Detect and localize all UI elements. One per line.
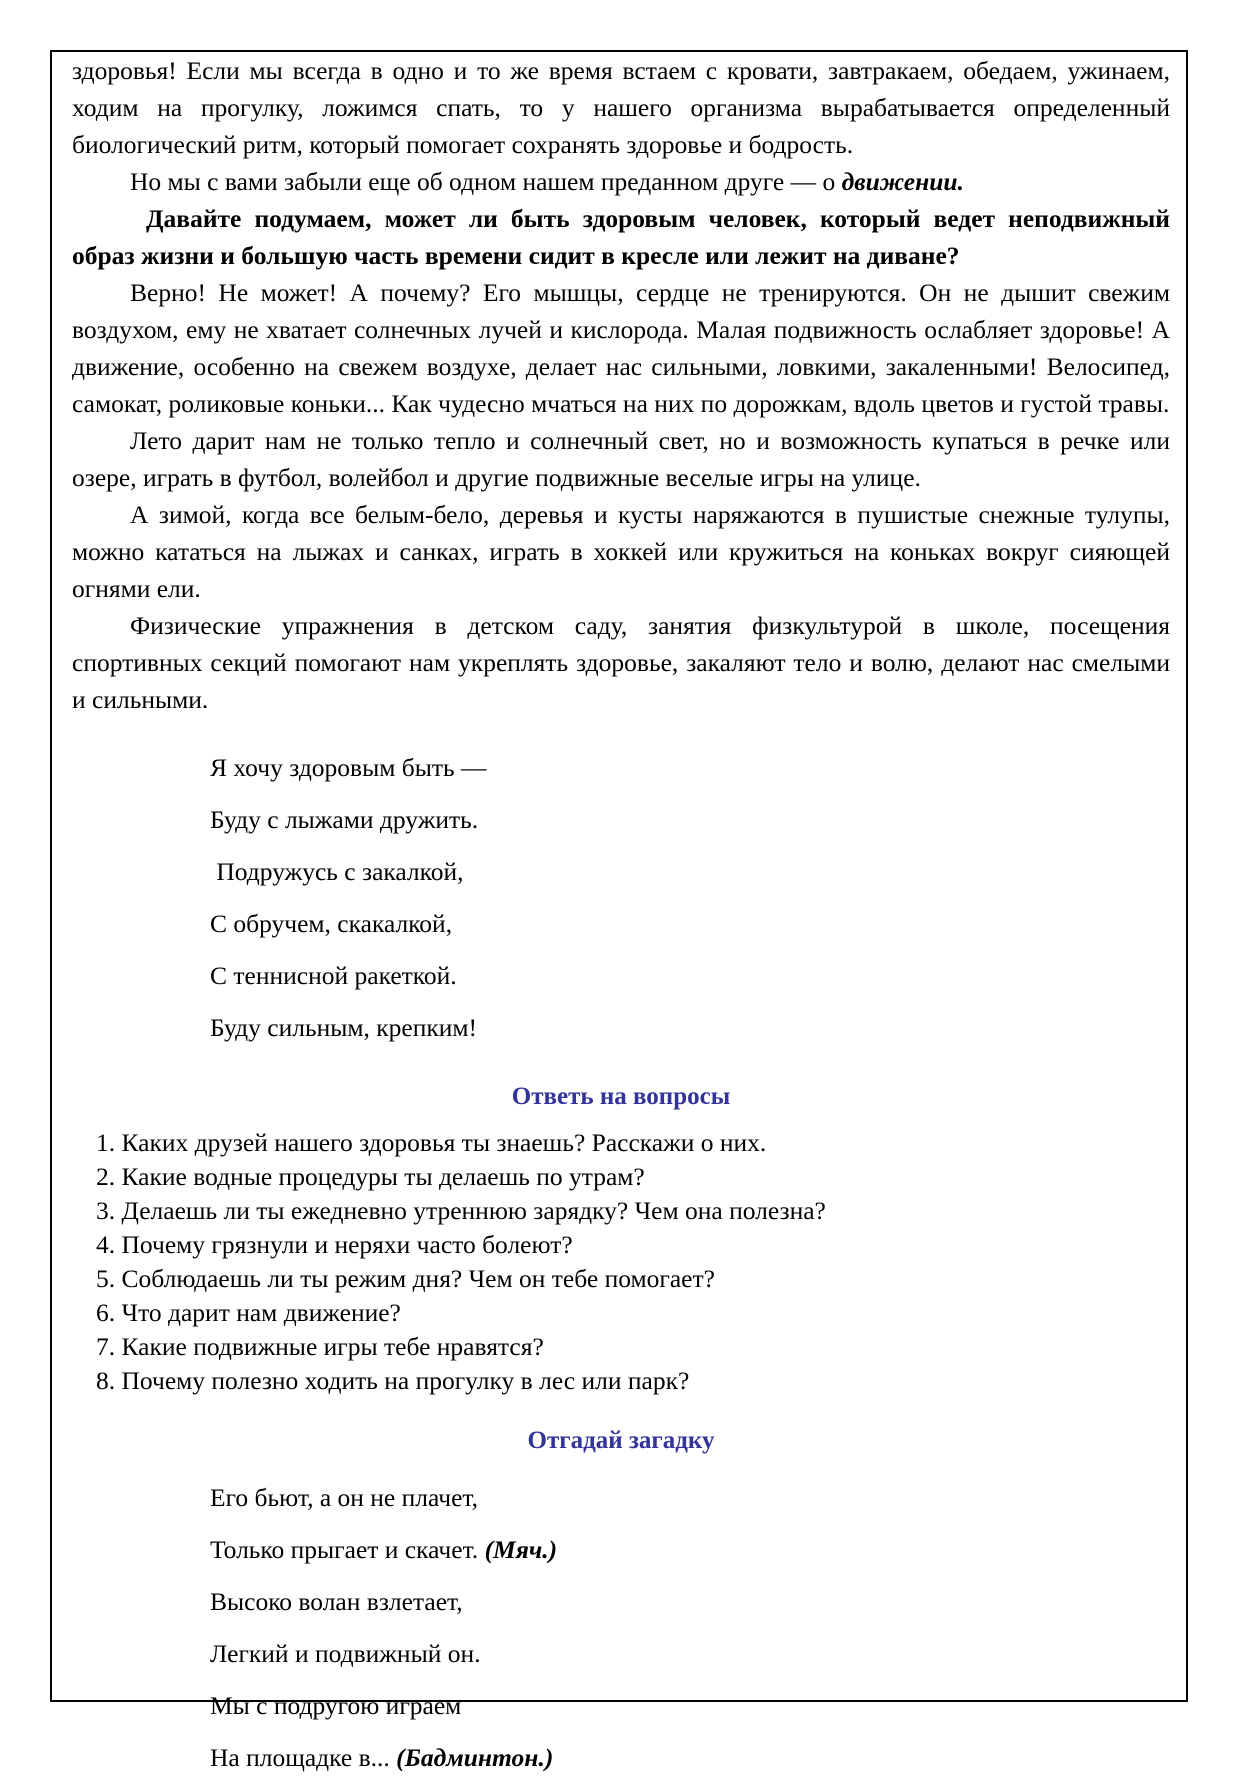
riddle-line <box>210 1576 1170 1628</box>
riddle-line-text: Высоко волан взлетает, <box>210 1587 463 1616</box>
question-item: 5. Соблюдаешь ли ты режим дня? Чем он тебе помогает? <box>96 1264 715 1293</box>
paragraph-6: А зимой, когда все белым-бело, деревья и кусты наряжаются в пушистые снежные тулупы, можно кататься на лыжах и санках, играть в хоккей или кружиться на коньках вокруг сияющей огнями ели. <box>72 500 1170 603</box>
riddle-line <box>210 1628 1170 1680</box>
heading-answer-the-questions: Ответь на вопросы <box>511 1083 731 1110</box>
paragraph-5: Лето дарит нам не только тепло и солнечный свет, но и возможность купаться в речке или озере, играть в футбол, волейбол и другие подвижные веселые игры на улице. <box>72 426 1170 492</box>
question-item: 4. Почему грязнули и неряхи часто болеют? <box>96 1230 573 1259</box>
riddle-block <box>210 1472 1170 1784</box>
paragraph-1: здоровья! Если мы всегда в одно и то же время встаем с кровати, завтракаем, обедаем, ужинаем, ходим на прогулку, ложимся спать, то у нашего организма вырабатывается определенный биологический ритм, который помогает сохранять здоровье и бодрость. <box>72 56 1170 159</box>
paragraph-7: Физические упражнения в детском саду, занятия физкультурой в школе, посещения спортивных секций помогают нам укреплять здоровье, закаляют тело и волю, делают нас смелыми и сильными. <box>72 611 1170 714</box>
question-item: 6. Что дарит нам движение? <box>96 1298 401 1327</box>
poem-block <box>210 742 1170 1054</box>
riddle-line <box>210 1524 1170 1576</box>
riddle-line <box>210 1732 1170 1784</box>
spacer <box>72 1398 1170 1424</box>
paragraph-3-bold-question: Давайте подумаем, может ли быть здоровым человек, который ведет неподвижный образ жизни и большую часть времени сидит в кресле или лежит на диване? <box>72 204 1170 270</box>
poem-line: Буду сильным, крепким! <box>210 1013 478 1042</box>
riddle-line-text: Только прыгает и скачет. <box>210 1535 485 1564</box>
poem-line: Буду с лыжами дружить. <box>210 805 479 834</box>
question-item: 2. Какие водные процедуры ты делаешь по утрам? <box>96 1162 645 1191</box>
heading-guess-the-riddle: Отгадай загадку <box>527 1427 715 1454</box>
riddle-line <box>210 1680 1170 1732</box>
riddle-answer: (Бадминтон.) <box>396 1743 554 1772</box>
paragraph-4: Верно! Не может! А почему? Его мышцы, сердце не тренируются. Он не дышит свежим воздухом, ему не хватает солнечных лучей и кислорода. Малая подвижность ослабляет здоровье! А движение, особенно на свежем воздухе, делает нас сильными, ловкими, закаленными! Велосипед, самокат, роликовые коньки... Как чудесно мчаться на них по дорожкам, вдоль цветов и густой травы. <box>72 278 1170 418</box>
spacer <box>72 1054 1170 1080</box>
question-item: 3. Делаешь ли ты ежедневно утреннюю зарядку? Чем она полезна? <box>96 1196 826 1225</box>
questions-list <box>72 1126 1170 1398</box>
riddle-answer: (Мяч.) <box>484 1535 558 1564</box>
question-item: 1. Каких друзей нашего здоровья ты знаешь? Расскажи о них. <box>96 1128 767 1157</box>
poem-line: С обручем, скакалкой, <box>210 909 453 938</box>
question-item: 8. Почему полезно ходить на прогулку в лес или парк? <box>96 1366 690 1395</box>
question-item: 7. Какие подвижные игры тебе нравятся? <box>96 1332 544 1361</box>
document-content <box>72 52 1170 1784</box>
riddle-line <box>210 1472 1170 1524</box>
riddle-line-text: Легкий и подвижный он. <box>210 1639 481 1668</box>
poem-line: С теннисной ракеткой. <box>210 961 457 990</box>
riddle-line-text: Его бьют, а он не плачет, <box>210 1483 479 1512</box>
riddle-line-text: На площадке в... <box>210 1743 397 1772</box>
poem-line: Я хочу здоровым быть — <box>210 753 487 782</box>
emphasis-dvizhenii: движении. <box>841 167 964 196</box>
riddle-line-text: Мы с подругою играем <box>210 1691 462 1720</box>
spacer <box>72 1114 1170 1126</box>
poem-line: Подружусь с закалкой, <box>210 857 464 886</box>
paragraph-2-text: Но мы с вами забыли еще об одном нашем преданном друге — о <box>130 167 842 196</box>
paragraph-2 <box>72 163 1170 200</box>
